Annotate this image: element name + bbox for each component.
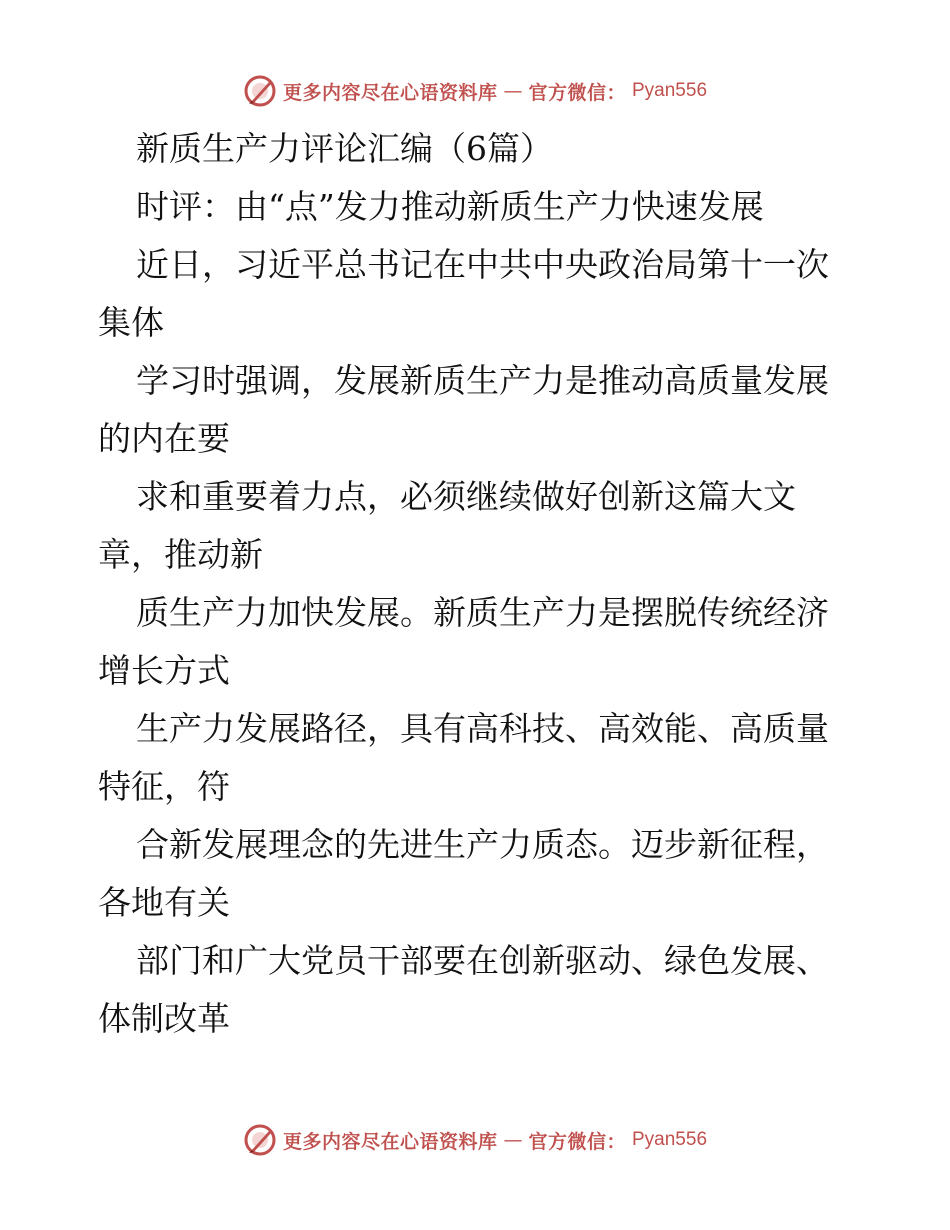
watermark-wechat-label: 官方微信： — [528, 1130, 626, 1153]
footer-watermark — [0, 1120, 950, 1160]
pen-logo-icon — [243, 1123, 277, 1157]
text-line: 增长方式 — [98, 651, 230, 690]
watermark-separator: — — [503, 80, 523, 102]
watermark-wechat-id: Pyan556 — [632, 80, 708, 101]
text-line: 生产力发展路径，具有高科技、高效能、高质量 — [136, 709, 829, 748]
watermark-text: 更多内容尽在心语资料库 — [282, 1130, 498, 1153]
text-line: 部门和广大党员干部要在创新驱动、绿色发展、 — [136, 941, 829, 980]
text-line: 求和重要着力点，必须继续做好创新这篇大文 — [136, 477, 796, 516]
document-title: 新质生产力评论汇编（6篇） — [136, 129, 553, 168]
watermark-wechat-label: 官方微信： — [528, 81, 626, 104]
text-line: 学习时强调，发展新质生产力是推动高质量发展 — [136, 361, 829, 400]
header-watermark — [0, 71, 950, 111]
pen-logo-icon — [243, 74, 277, 108]
watermark-text: 更多内容尽在心语资料库 — [282, 81, 498, 104]
text-line: 近日，习近平总书记在中共中央政治局第十一次 — [136, 245, 829, 284]
text-line: 各地有关 — [98, 883, 230, 922]
watermark-separator: — — [503, 1129, 523, 1151]
document-body — [98, 120, 858, 1048]
text-line: 质生产力加快发展。新质生产力是摆脱传统经济 — [136, 593, 829, 632]
text-line: 集体 — [98, 303, 164, 342]
text-line: 特征，符 — [98, 767, 230, 806]
paragraph-lines — [98, 236, 858, 1048]
text-line: 体制改革 — [98, 999, 230, 1038]
watermark-wechat-id: Pyan556 — [632, 1129, 708, 1150]
document-subtitle: 时评：由“点”发力推动新质生产力快速发展 — [136, 187, 764, 226]
text-line: 合新发展理念的先进生产力质态。迈步新征程， — [136, 825, 829, 864]
text-line: 章，推动新 — [98, 535, 263, 574]
text-line: 的内在要 — [98, 419, 230, 458]
